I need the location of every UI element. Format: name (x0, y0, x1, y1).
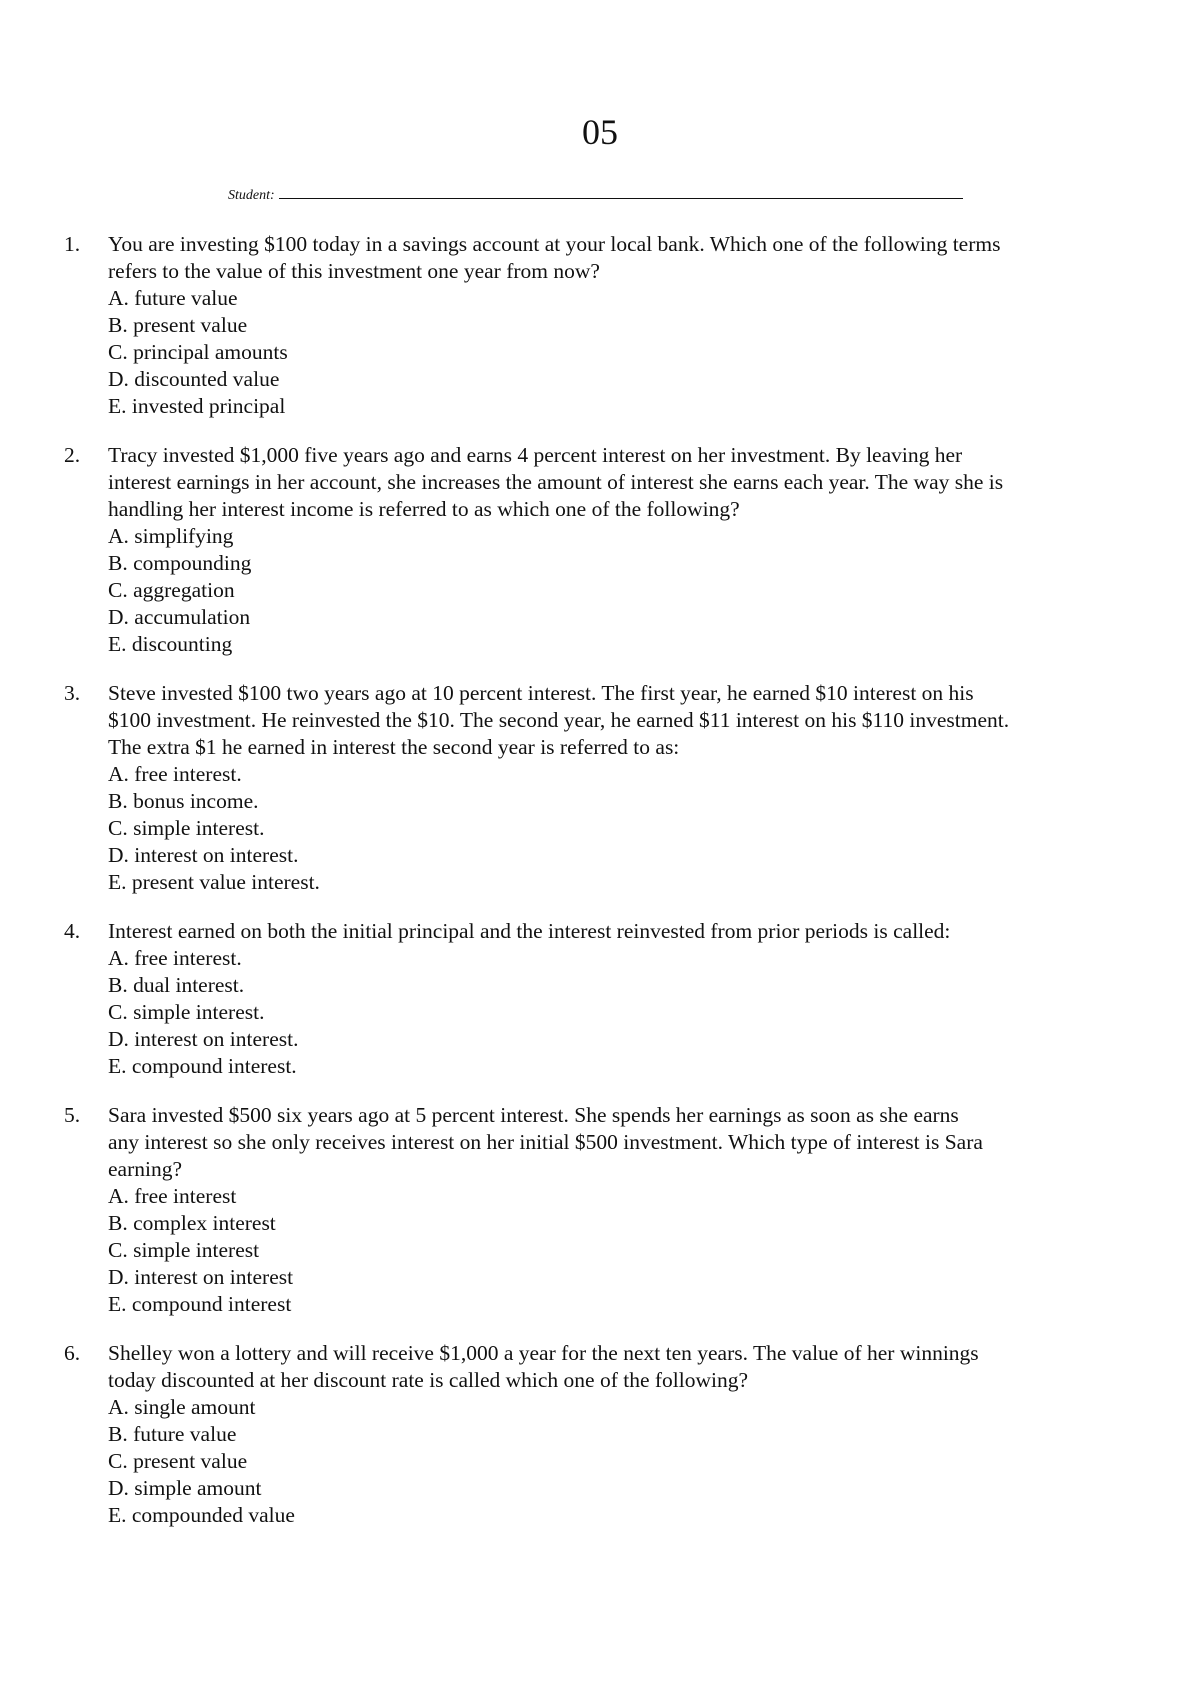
question-text-line: handling her interest income is referred to as which one of the following? (108, 497, 740, 521)
question-text-line: $100 investment. He reinvested the $10. The second year, he earned $11 interest on his $110 investment. (108, 708, 1010, 732)
question-text-line: Interest earned on both the initial principal and the interest reinvested from prior periods is called: (108, 919, 951, 943)
answer-option: E. present value interest. (108, 870, 320, 894)
question-text-line: interest earnings in her account, she increases the amount of interest she earns each year. The way she is (108, 470, 1004, 494)
student-name-line (228, 186, 963, 205)
answer-option: A. free interest (108, 1184, 237, 1208)
answer-option: C. aggregation (108, 578, 235, 602)
question-text-line: You are investing $100 today in a savings account at your local bank. Which one of the following terms (108, 232, 1001, 256)
question-5 (0, 1102, 1200, 1318)
question-number: 1. (64, 232, 81, 256)
answer-option: C. principal amounts (108, 340, 288, 364)
question-6 (0, 1340, 1200, 1529)
answer-option: A. free interest. (108, 762, 242, 786)
question-text-line: today discounted at her discount rate is called which one of the following? (108, 1368, 749, 1392)
answer-option: C. simple interest. (108, 816, 265, 840)
question-text-line: earning? (108, 1157, 183, 1181)
answer-option: A. single amount (108, 1395, 256, 1419)
answer-option: E. compound interest. (108, 1054, 297, 1078)
answer-option: B. compounding (108, 551, 252, 575)
answer-option: D. accumulation (108, 605, 251, 629)
answer-option: B. future value (108, 1422, 237, 1446)
question-text-line: Steve invested $100 two years ago at 10 percent interest. The first year, he earned $10 interest on his (108, 681, 974, 705)
question-text (108, 1340, 1148, 1529)
page-title: 05 (582, 112, 618, 152)
question-text-line: Tracy invested $1,000 five years ago and earns 4 percent interest on her investment. By leaving her (108, 443, 963, 467)
answer-option: E. discounting (108, 632, 233, 656)
question-number: 4. (64, 919, 81, 943)
question-text (108, 680, 1148, 896)
answer-option: A. free interest. (108, 946, 242, 970)
answer-option: D. interest on interest. (108, 843, 299, 867)
question-text-line: The extra $1 he earned in interest the second year is referred to as: (108, 735, 680, 759)
student-label: Student: (228, 188, 275, 203)
question-text-line: refers to the value of this investment one year from now? (108, 259, 600, 283)
question-4 (0, 918, 1200, 1080)
question-text (108, 231, 1148, 420)
answer-option: D. interest on interest (108, 1265, 294, 1289)
question-3 (0, 680, 1200, 896)
question-text (108, 1102, 1148, 1318)
question-list (0, 231, 1200, 1551)
answer-option: C. simple interest (108, 1238, 260, 1262)
answer-option: E. invested principal (108, 394, 286, 418)
answer-option: C. simple interest. (108, 1000, 265, 1024)
question-number: 2. (64, 443, 81, 467)
answer-option: E. compound interest (108, 1292, 292, 1316)
answer-option: B. bonus income. (108, 789, 259, 813)
answer-option: A. simplifying (108, 524, 234, 548)
answer-option: B. dual interest. (108, 973, 245, 997)
answer-option: D. discounted value (108, 367, 280, 391)
student-name-blank (279, 186, 963, 199)
answer-option: B. complex interest (108, 1211, 276, 1235)
answer-option: D. interest on interest. (108, 1027, 299, 1051)
question-number: 3. (64, 681, 81, 705)
answer-option: B. present value (108, 313, 248, 337)
question-1 (0, 231, 1200, 420)
question-text-line: Sara invested $500 six years ago at 5 percent interest. She spends her earnings as soon as she earns (108, 1103, 959, 1127)
question-text-line: any interest so she only receives interest on her initial $500 investment. Which type of interest is Sara (108, 1130, 983, 1154)
answer-option: D. simple amount (108, 1476, 262, 1500)
question-number: 6. (64, 1341, 81, 1365)
answer-option: A. future value (108, 286, 238, 310)
answer-option: E. compounded value (108, 1503, 295, 1527)
question-text-line: Shelley won a lottery and will receive $1,000 a year for the next ten years. The value of her winnings (108, 1341, 979, 1365)
question-text (108, 918, 1148, 1080)
question-text (108, 442, 1148, 658)
answer-option: C. present value (108, 1449, 248, 1473)
question-number: 5. (64, 1103, 81, 1127)
question-2 (0, 442, 1200, 658)
